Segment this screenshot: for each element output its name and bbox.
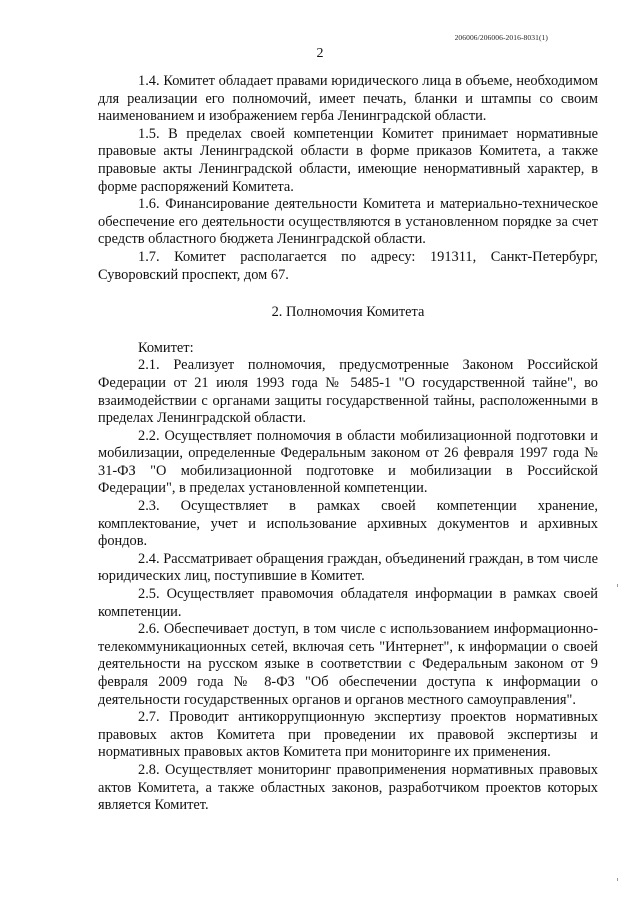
paragraph-2-2: 2.2. Осуществляет полномочия в области мобилизационной подготовки и мобилизации, определенные Федеральным законом от 26 февраля 1997 года № 31-ФЗ "О мобилизационной подготовке и мобилизации в Российской Федерации", в пределах установленной компетенции. [98,427,598,497]
paragraph-1-6: 1.6. Финансирование деятельности Комитета и материально-техническое обеспечение его деятельности осуществляются в установленном порядке за счет средств областного бюджета Ленинградской области. [98,196,598,248]
document-body [98,73,598,815]
paragraph-1-7: 1.7. Комитет располагается по адресу: 191311, Санкт-Петербург, Суворовский проспект, дом 67. [98,248,598,283]
paragraph-2-4: 2.4. Рассматривает обращения граждан, объединений граждан, в том числе юридических лиц, поступившие в Комитет. [98,550,598,585]
paragraph-1-5: 1.5. В пределах своей компетенции Комитет принимает нормативные правовые акты Ленинградской области в форме приказов Комитета, а также правовые акты Ленинградской области, имеющие ненормативный характер, в форме распоряжений Комитета. [98,125,598,195]
paragraph-2-6: 2.6. Обеспечивает доступ, в том числе с использованием информационно-телекоммуникационных сетей, включая сеть "Интернет", к информации о своей деятельности на русском языке в соответствии с Федеральным законом от 9 февраля 2009 года № 8-ФЗ "Об обеспечении доступа к информации о деятельности государственных органов и органов местного самоуправления". [98,621,598,708]
paragraph-2-8: 2.8. Осуществляет мониторинг правоприменения нормативных правовых актов Комитета, а также областных законов, разработчиком проектов которых является Комитет. [98,761,598,814]
paragraph-2-5: 2.5. Осуществляет правомочия обладателя информации в рамках своей компетенции. [98,586,598,620]
section-intro: Комитет: [138,339,194,356]
paragraph-1-4: 1.4. Комитет обладает правами юридического лица в объеме, необходимом для реализации его полномочий, имеет печать, бланки и штампы со своим наименованием и изображением герба Ленинградской области. [98,73,598,125]
page-number: 2 [316,46,324,61]
paragraph-2-7: 2.7. Проводит антикоррупционную экспертизу проектов нормативных правовых актов Комитета при проведении их правовой экспертизы и нормативных правовых актов Комитета при мониторинге их применения. [98,709,598,761]
document-id: 206006/206006-2016-8031(1) [454,33,548,42]
paragraph-2-1: 2.1. Реализует полномочия, предусмотренные Законом Российской Федерации от 21 июля 1993 года № 5485-1 "О государственной тайне", во взаимодействии с органами защиты государственной тайны, расположенными в пределах Ленинградской области. [98,357,598,427]
scan-mark [617,584,618,587]
paragraph-2-3: 2.3. Осуществляет в рамках своей компетенции хранение, комплектование, учет и использование архивных документов и архивных фондов. [98,498,598,550]
scan-mark [617,878,618,881]
section-heading: 2. Полномочия Комитета [271,304,425,321]
